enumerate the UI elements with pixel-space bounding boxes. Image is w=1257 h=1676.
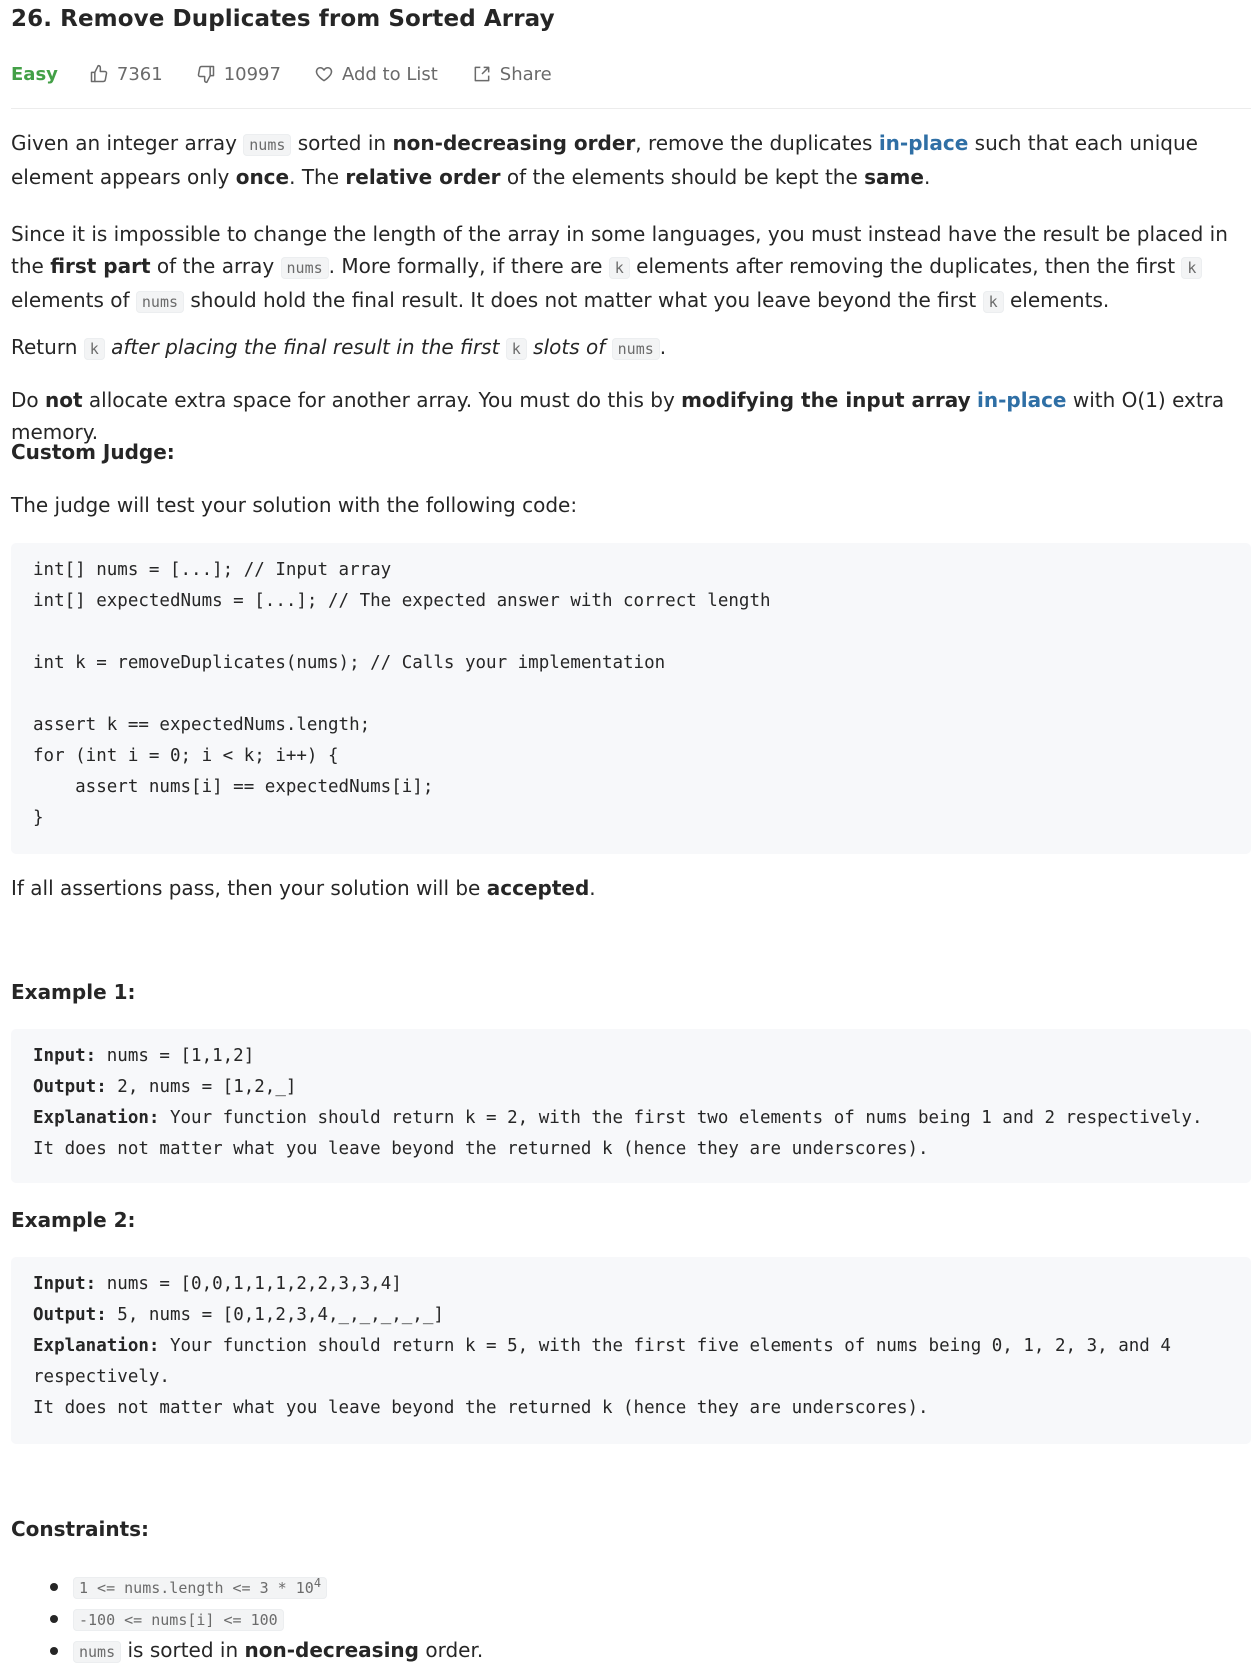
in-place-link[interactable]: in-place [977, 388, 1067, 412]
bold-text: first part [50, 254, 151, 278]
like-count: 7361 [116, 63, 163, 85]
share-label: Share [499, 63, 552, 85]
example-explanation-line [33, 1331, 1229, 1362]
inline-code: k [983, 291, 1004, 313]
text: order. [418, 1638, 484, 1662]
header-divider [11, 108, 1251, 109]
description-paragraph: The judge will test your solution with the following code: [11, 493, 578, 517]
text: allocate extra space for another array. You must do this by [82, 388, 682, 412]
text: . More formally, if there are [328, 254, 609, 278]
output-value: 2, nums = [1,2,_] [106, 1077, 297, 1097]
inline-code: nums [136, 291, 184, 313]
constraint-item [50, 1602, 483, 1634]
inline-code: k [84, 338, 105, 360]
text: . [923, 165, 931, 189]
text: should hold the final result. It does not matter what you leave beyond the first [184, 288, 983, 312]
text: sorted in [291, 131, 393, 155]
bold-text: not [45, 388, 83, 412]
add-to-list-button[interactable] [314, 64, 438, 85]
inline-code: k [1181, 257, 1202, 279]
italic-text: slots of [526, 335, 612, 359]
judge-code-block [11, 543, 1251, 854]
bold-text: relative order [345, 165, 501, 189]
output-value: 5, nums = [0,1,2,3,4,_,_,_,_,_] [106, 1305, 444, 1325]
inline-code: k [506, 338, 527, 360]
text: Return [11, 335, 84, 359]
thumbs-up-icon [89, 64, 109, 84]
code-line: int k = removeDuplicates(nums); // Calls your implementation [33, 653, 666, 673]
bold-text: non-decreasing order [392, 131, 636, 155]
bold-text: Custom Judge: [11, 440, 175, 464]
explanation-text: Your function should return k = 5, with the first five elements of nums being 0, 1, 2, 3, and 4 [159, 1336, 1171, 1356]
code-line: int[] expectedNums = [...]; // The expected answer with correct length [33, 591, 771, 611]
text: elements. [1003, 288, 1110, 312]
inline-code: nums [281, 257, 329, 279]
problem-title: 26. Remove Duplicates from Sorted Array [11, 6, 555, 32]
thumbs-down-icon [196, 64, 216, 84]
explanation-text: Your function should return k = 2, with the first two elements of nums being 1 and 2 respectively. [159, 1108, 1203, 1128]
inline-code: nums [73, 1641, 121, 1663]
inline-code: nums [612, 338, 660, 360]
constraint-code: 1 <= nums.length <= 3 * 10 [79, 1579, 314, 1597]
description-paragraph [11, 127, 1251, 193]
output-label: Output: [33, 1077, 107, 1097]
code-line: assert nums[i] == expectedNums[i]; [33, 777, 434, 797]
text: Do [11, 388, 45, 412]
code-line [33, 679, 1229, 710]
example-explanation-line: It does not matter what you leave beyond the returned k (hence they are underscores). [33, 1139, 929, 1159]
code-line [33, 617, 1229, 648]
constraints-list [50, 1570, 483, 1666]
text: . The [289, 165, 346, 189]
text: elements after removing the duplicates, then the first [629, 254, 1182, 278]
example-1-heading: Example 1: [11, 980, 136, 1004]
inline-code [73, 1577, 327, 1599]
text: Since it is impossible to change the length of the array in some languages, you must instead have the result be placed in the [11, 222, 1228, 278]
difficulty-badge: Easy [11, 63, 58, 85]
constraints-heading: Constraints: [11, 1517, 150, 1541]
text: with O(1) extra memory. [11, 388, 1225, 444]
inline-code: -100 <= nums[i] <= 100 [73, 1609, 284, 1631]
output-label: Output: [33, 1305, 107, 1325]
example-explanation-line: It does not matter what you leave beyond the returned k (hence they are underscores). [33, 1398, 929, 1418]
example-output-line [33, 1072, 1229, 1103]
text: elements of [11, 288, 136, 312]
explanation-label: Explanation: [33, 1108, 160, 1128]
heart-icon [314, 64, 334, 84]
code-line: int[] nums = [...]; // Input array [33, 560, 392, 580]
italic-text: after placing the final result in the first [104, 335, 506, 359]
in-place-link[interactable]: in-place [878, 131, 969, 155]
custom-judge-heading [11, 436, 1251, 468]
example-1-block [11, 1029, 1251, 1183]
text: of the array [150, 254, 281, 278]
description-paragraph [11, 331, 1251, 365]
text: If all assertions pass, then your solution will be [11, 876, 487, 900]
description-paragraph [11, 872, 1251, 904]
text: Given an integer array [11, 131, 244, 155]
text: . [659, 335, 667, 359]
dislike-button[interactable] [196, 64, 281, 85]
text: is sorted in [121, 1638, 245, 1662]
like-button[interactable] [89, 64, 163, 85]
share-button[interactable] [472, 64, 552, 85]
inline-code: nums [243, 134, 291, 156]
example-2-heading: Example 2: [11, 1208, 136, 1232]
example-input-line [33, 1041, 1229, 1072]
problem-meta-bar [11, 59, 552, 89]
text: . [589, 876, 596, 900]
bold-text: modifying the input array [681, 388, 971, 412]
text: , remove the duplicates [635, 131, 879, 155]
code-line: } [33, 808, 44, 828]
example-explanation-line [33, 1103, 1229, 1134]
constraint-item [50, 1570, 483, 1602]
bold-text: once [235, 165, 290, 189]
constraint-item [50, 1634, 483, 1666]
exponent: 4 [313, 1576, 322, 1590]
example-explanation-line: respectively. [33, 1367, 170, 1387]
code-line: assert k == expectedNums.length; [33, 715, 371, 735]
description-paragraph [11, 218, 1251, 318]
bold-text: non-decreasing [244, 1638, 419, 1662]
inline-code: k [609, 257, 630, 279]
example-input-line [33, 1269, 1229, 1300]
input-value: nums = [1,1,2] [96, 1046, 255, 1066]
text: of the elements should be kept the [500, 165, 865, 189]
explanation-label: Explanation: [33, 1336, 160, 1356]
input-label: Input: [33, 1046, 97, 1066]
example-output-line [33, 1300, 1229, 1331]
text: such that each unique element appears only [11, 131, 1198, 189]
share-icon [472, 64, 492, 84]
dislike-count: 10997 [223, 63, 281, 85]
input-label: Input: [33, 1274, 97, 1294]
code-line: for (int i = 0; i < k; i++) { [33, 746, 339, 766]
example-2-block [11, 1257, 1251, 1444]
add-to-list-label: Add to List [341, 63, 438, 85]
bold-text: accepted [486, 876, 590, 900]
bold-text: same [864, 165, 924, 189]
input-value: nums = [0,0,1,1,1,2,2,3,3,4] [96, 1274, 402, 1294]
